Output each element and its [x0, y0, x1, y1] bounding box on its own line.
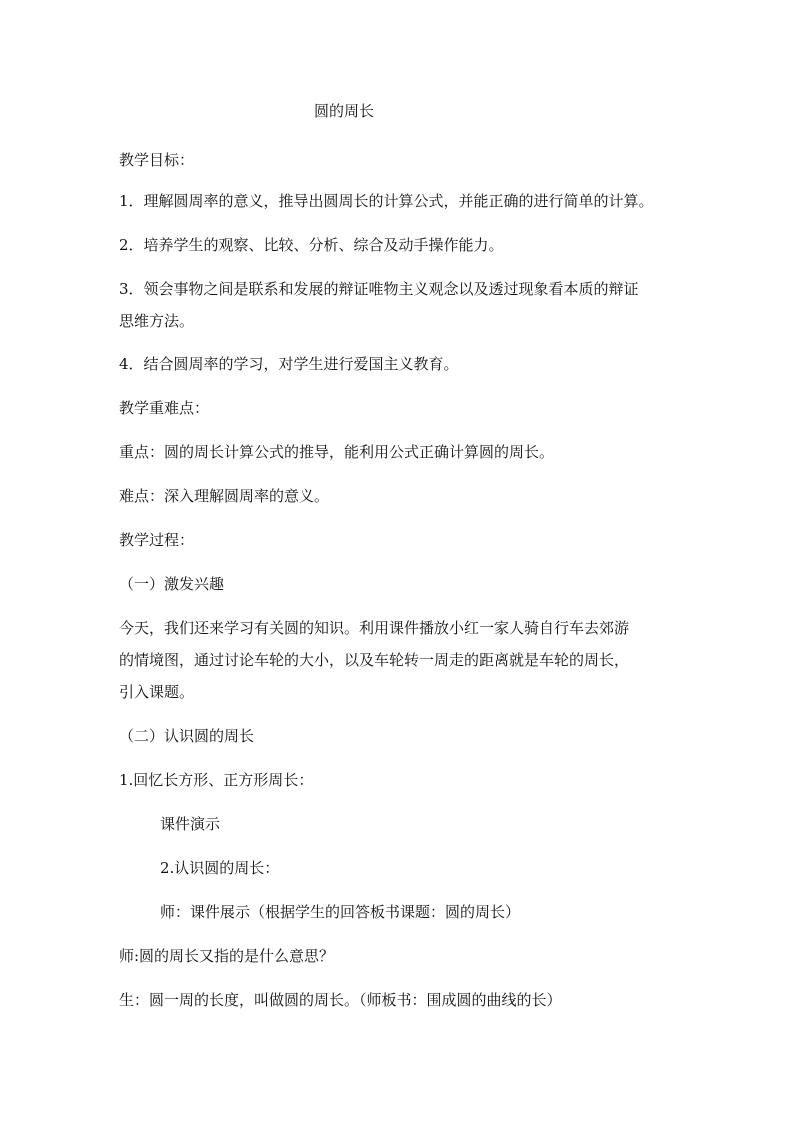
section1-paragraph-line-3: 引入课题。: [119, 683, 195, 701]
section1-heading: （一）激发兴趣: [119, 575, 225, 593]
objective-4: 4．结合圆周率的学习，对学生进行爱国主义教育。: [119, 355, 459, 373]
step-1: 1.回忆长方形、正方形周长：: [119, 771, 314, 789]
section1-paragraph-line-1: 今天，我们还来学习有关圆的知识。利用课件播放小红一家人骑自行车去郊游: [119, 619, 630, 637]
objective-3: 3．领会事物之间是联系和发展的辩证唯物主义观念以及透过现象看本质的辩证: [119, 280, 639, 298]
courseware-demo: 课件演示: [160, 815, 221, 833]
process-heading: 教学过程：: [119, 531, 195, 549]
key-points-heading: 教学重难点：: [119, 399, 210, 417]
objectives-heading: 教学目标：: [119, 151, 195, 169]
section2-heading: （二）认识圆的周长: [119, 727, 255, 745]
student-answer: 生：圆一周的长度，叫做圆的周长。（师板书：围成圆的曲线的长）: [119, 991, 562, 1009]
teacher-question: 师:圆的周长又指的是什么意思？: [119, 947, 335, 965]
objective-3-continued: 思维方法。: [119, 312, 195, 330]
objective-1: 1．理解圆周率的意义，推导出圆周长的计算公式，并能正确的进行简单的计算。: [119, 192, 654, 210]
key-point: 重点：圆的周长计算公式的推导，能利用公式正确计算圆的周长。: [119, 443, 555, 461]
step-2: 2.认识圆的周长：: [160, 859, 280, 877]
objective-2: 2．培养学生的观察、比较、分析、综合及动手操作能力。: [119, 236, 504, 254]
document-title: 圆的周长: [314, 102, 375, 120]
section1-paragraph-line-2: 的情境图，通过讨论车轮的大小，以及车轮转一周走的距离就是车轮的周长，: [119, 651, 630, 669]
teacher-show: 师：课件展示（根据学生的回答板书课题：圆的周长）: [160, 903, 521, 921]
difficult-point: 难点：深入理解圆周率的意义。: [119, 487, 330, 505]
